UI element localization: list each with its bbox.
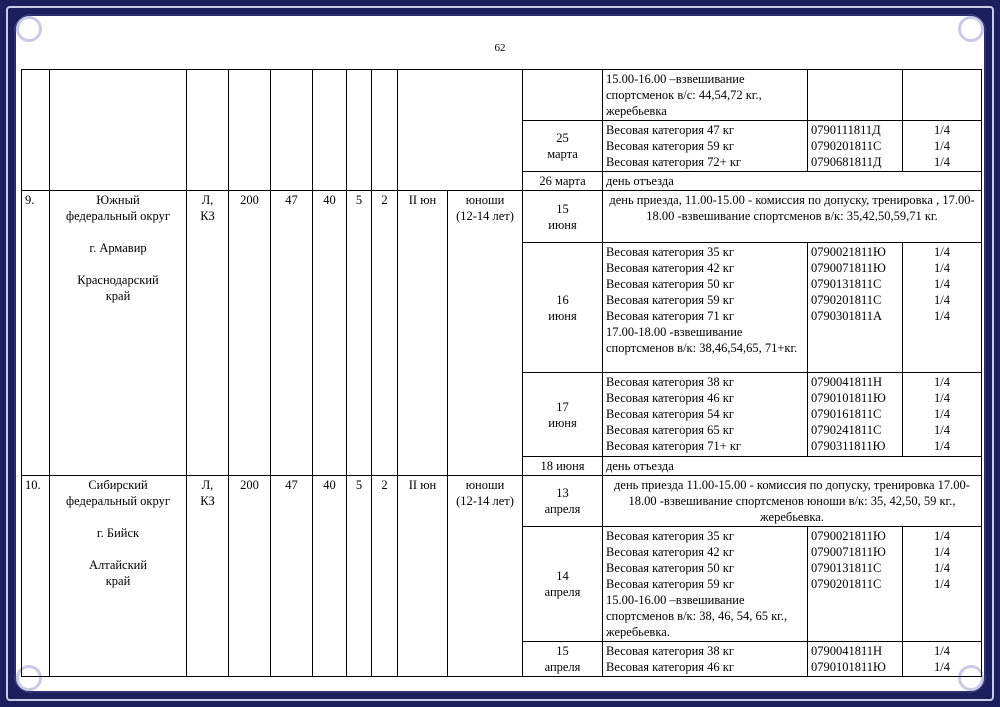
- shares-cell: 1/4 1/4 1/4 1/4 1/4: [903, 373, 982, 457]
- shares-cell: 1/4 1/4 1/4 1/4: [903, 527, 982, 642]
- codes-cell: 0790111811Д 0790201811С 0790681811Д: [808, 121, 903, 172]
- categories-cell: Весовая категория 35 кг Весовая категория 42 кг Весовая категория 50 кг Весовая категория 59 кг 15.00-16.00 –взвешивание спортсменов в/к: 38, 46, 54, 65 кг., жеребьевка.: [603, 527, 808, 642]
- rank-cell: II юн: [398, 191, 448, 476]
- value-cell: 5: [347, 476, 372, 677]
- schedule-text: день приезда, 11.00-15.00 - комиссия по допуску, тренировка , 17.00-18.00 -взвешивание спортсменов в/к: 35,42,50,59,71 кг.: [603, 191, 982, 243]
- schedule-text: день отъезда: [603, 457, 982, 476]
- date-cell: 25 марта: [523, 121, 603, 172]
- categories-cell: Весовая категория 35 кг Весовая категория 42 кг Весовая категория 50 кг Весовая категория 59 кг Весовая категория 71 кг 17.00-18.00 -взвешивание спортсменов в/к: 38,46,54,65, 71+кг.: [603, 243, 808, 373]
- region-cell: Сибирский федеральный округ г. Бийск Алтайский край: [50, 476, 187, 677]
- schedule-text: день отъезда: [603, 172, 982, 191]
- type-cell: Л, КЗ: [187, 191, 229, 476]
- date-cell: 15 апреля: [523, 642, 603, 677]
- date-cell: 26 марта: [523, 172, 603, 191]
- value-cell: 40: [313, 476, 347, 677]
- group-cell: юноши (12-14 лет): [448, 191, 523, 476]
- region-cell: Южный федеральный округ г. Армавир Краснодарский край: [50, 191, 187, 476]
- entry-number: 10.: [22, 476, 50, 677]
- value-cell: 47: [271, 476, 313, 677]
- group-cell: юноши (12-14 лет): [448, 476, 523, 677]
- date-cell: 16 июня: [523, 243, 603, 373]
- type-cell: Л, КЗ: [187, 476, 229, 677]
- value-cell: 40: [313, 191, 347, 476]
- value-cell: 200: [229, 476, 271, 677]
- date-cell: 13 апреля: [523, 476, 603, 527]
- value-cell: 5: [347, 191, 372, 476]
- rank-cell: II юн: [398, 476, 448, 677]
- date-cell: 15 июня: [523, 191, 603, 243]
- shares-cell: 1/4 1/4 1/4 1/4 1/4: [903, 243, 982, 373]
- codes-cell: 0790041811Н 0790101811Ю: [808, 642, 903, 677]
- categories-cell: Весовая категория 47 кг Весовая категория 59 кг Весовая категория 72+ кг: [603, 121, 808, 172]
- shares-cell: 1/4 1/4: [903, 642, 982, 677]
- table-row: [22, 191, 982, 243]
- shares-cell: 1/4 1/4 1/4: [903, 121, 982, 172]
- corner-ornament-icon: [16, 16, 42, 42]
- value-cell: 200: [229, 191, 271, 476]
- codes-cell: 0790021811Ю 0790071811Ю 0790131811С 0790201811С: [808, 527, 903, 642]
- date-cell: 17 июня: [523, 373, 603, 457]
- categories-cell: Весовая категория 38 кг Весовая категория 46 кг Весовая категория 54 кг Весовая категория 65 кг Весовая категория 71+ кг: [603, 373, 808, 457]
- schedule-table: [21, 69, 982, 677]
- corner-ornament-icon: [958, 16, 984, 42]
- page-number: 62: [494, 42, 506, 54]
- categories-cell: Весовая категория 38 кг Весовая категория 46 кг: [603, 642, 808, 677]
- value-cell: 2: [372, 476, 398, 677]
- codes-cell: 0790041811Н 0790101811Ю 0790161811С 0790241811С 0790311811Ю: [808, 373, 903, 457]
- document-page: [14, 14, 986, 693]
- codes-cell: 0790021811Ю 0790071811Ю 0790131811С 0790201811С 0790301811А: [808, 243, 903, 373]
- entry-number: 9.: [22, 191, 50, 476]
- value-cell: 2: [372, 191, 398, 476]
- table-row: [22, 476, 982, 527]
- table-row: [22, 70, 982, 121]
- date-cell: 14 апреля: [523, 527, 603, 642]
- value-cell: 47: [271, 191, 313, 476]
- schedule-text: день приезда 11.00-15.00 - комиссия по допуску, тренировка 17.00-18.00 -взвешивание спортсменов юноши в/к: 35, 42,50, 59 кг., жеребьевка.: [603, 476, 982, 527]
- date-cell: 18 июня: [523, 457, 603, 476]
- schedule-text: 15.00-16.00 –взвешивание спортсменок в/с: 44,54,72 кг., жеребьевка: [603, 70, 808, 121]
